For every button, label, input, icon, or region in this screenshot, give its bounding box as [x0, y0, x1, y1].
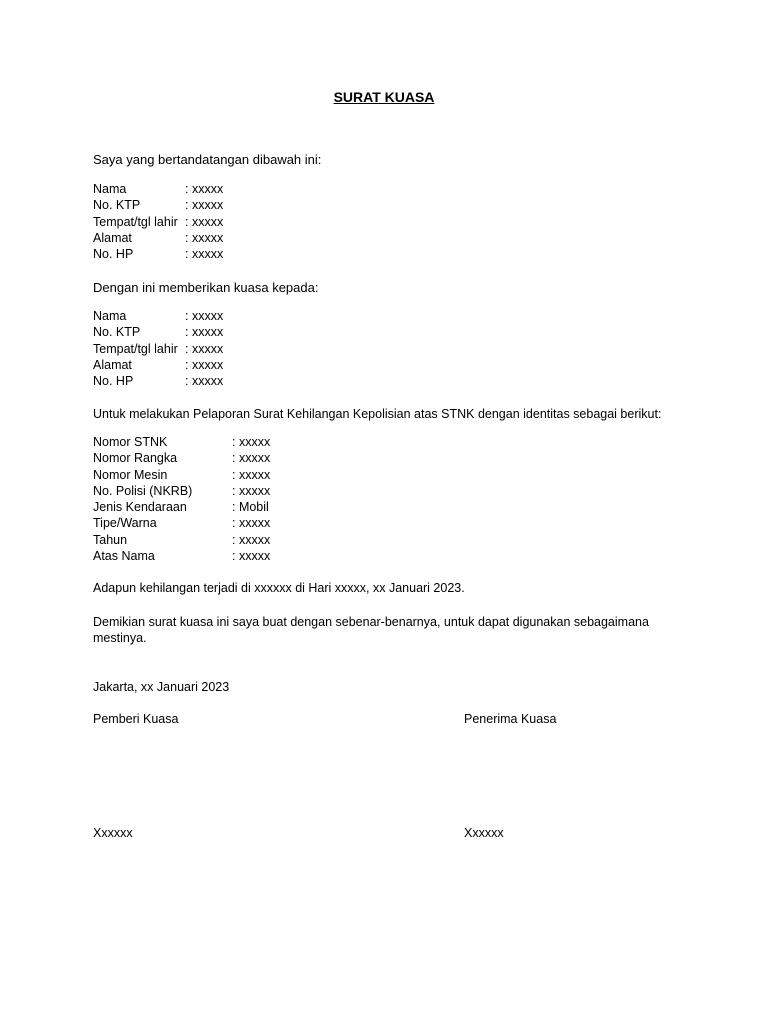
field-label: Tahun — [93, 532, 128, 547]
field-row — [93, 483, 271, 499]
field-row — [93, 214, 224, 230]
field-row — [93, 181, 224, 197]
field-row — [93, 246, 224, 262]
field-value: : xxxxx — [185, 198, 224, 213]
field-value: : xxxxx — [185, 230, 224, 245]
kuasa-intro-text: Dengan ini memberikan kuasa kepada: — [93, 280, 319, 295]
field-value: : xxxxx — [185, 182, 224, 196]
field-row — [93, 373, 224, 389]
field-label: Tempat/tgl lahir — [93, 341, 178, 356]
field-label: Nomor Rangka — [93, 451, 178, 466]
field-label: Alamat — [93, 230, 132, 245]
field-label: Alamat — [93, 357, 132, 372]
field-label: Nomor STNK — [93, 435, 168, 449]
field-label: Atas Nama — [93, 549, 155, 564]
loss-statement-text: Adapun kehilangan terjadi di xxxxxx di Hari xxxxx, xx Januari 2023. — [93, 581, 465, 595]
field-value: : xxxxx — [185, 309, 224, 323]
field-value: : xxxxx — [185, 325, 224, 340]
field-label: No. KTP — [93, 325, 141, 340]
field-value: : xxxxx — [232, 467, 271, 482]
field-value: : xxxxx — [185, 374, 224, 389]
place-date-text: Jakarta, xx Januari 2023 — [93, 680, 230, 694]
field-label: No. KTP — [93, 198, 141, 213]
pemberi-fields — [93, 181, 224, 262]
field-label: Tipe/Warna — [93, 516, 157, 531]
field-label: No. HP — [93, 247, 134, 262]
field-value: : xxxxx — [232, 516, 271, 531]
field-row — [93, 324, 224, 340]
field-label: Nama — [93, 182, 127, 196]
giver-name: Xxxxxx — [93, 826, 133, 840]
field-row — [93, 434, 271, 450]
field-value: : xxxxx — [185, 214, 224, 229]
field-value: : xxxxx — [185, 341, 224, 356]
field-row — [93, 341, 224, 357]
field-label: Nomor Mesin — [93, 467, 168, 482]
field-value: : xxxxx — [232, 483, 271, 498]
field-row — [93, 515, 271, 531]
field-row — [93, 499, 269, 515]
purpose-text: Untuk melakukan Pelaporan Surat Kehilangan Kepolisian atas STNK dengan identitas sebagai berikut: — [93, 407, 662, 421]
field-row — [93, 532, 271, 548]
field-row — [93, 450, 271, 466]
field-value: : xxxxx — [185, 357, 224, 372]
field-value: : Mobil — [232, 500, 269, 515]
field-label: Nama — [93, 309, 127, 323]
field-value: : xxxxx — [232, 451, 271, 466]
letter-title: SURAT KUASA — [333, 89, 435, 105]
intro-text: Saya yang bertandatangan dibawah ini: — [93, 152, 322, 167]
field-value: : xxxxx — [185, 247, 224, 262]
field-value: : xxxxx — [232, 549, 271, 564]
field-row — [93, 197, 224, 213]
receiver-label: Penerima Kuasa — [464, 712, 557, 726]
field-row — [93, 548, 271, 564]
field-label: Jenis Kendaraan — [93, 500, 187, 515]
field-value: : xxxxx — [232, 532, 271, 547]
field-row — [93, 357, 224, 373]
field-label: No. Polisi (NKRB) — [93, 483, 193, 498]
field-label: Tempat/tgl lahir — [93, 214, 178, 229]
field-value: : xxxxx — [232, 435, 271, 449]
field-label: No. HP — [93, 374, 134, 389]
field-row — [93, 230, 224, 246]
giver-label: Pemberi Kuasa — [93, 712, 179, 726]
field-row — [93, 308, 224, 324]
receiver-name: Xxxxxx — [464, 826, 504, 840]
field-row — [93, 467, 271, 483]
penerima-fields — [93, 308, 224, 389]
closing-text: Demikian surat kuasa ini saya buat dengan sebenar-benarnya, untuk dapat digunakan sebagaimana mestinya. — [93, 615, 649, 645]
kendaraan-fields — [93, 434, 271, 564]
